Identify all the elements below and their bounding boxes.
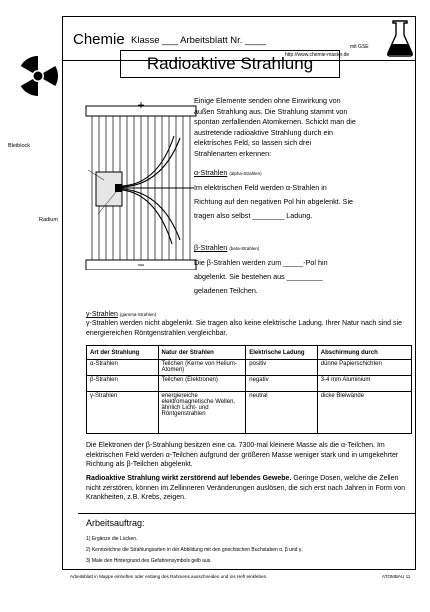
page-title: Radioaktive Strahlung [120, 50, 340, 78]
table-header-row [87, 346, 412, 360]
credit-text: mit GSE [350, 44, 369, 50]
bleiblock-label: Bleiblock [8, 143, 31, 149]
table-cell: dicke Bleiwände [317, 392, 411, 434]
table-row [87, 392, 412, 434]
flask-logo-icon [385, 19, 415, 59]
list-item: 1) Ergänze die Lücken. [86, 536, 138, 542]
radium-label: Radium [39, 217, 58, 223]
alpha-heading-text: α-Strahlen [194, 168, 228, 177]
table-cell: γ-Strahlen [87, 392, 159, 434]
beta-heading-text: β-Strahlen [194, 243, 228, 252]
gamma-note: (gamma-Strahlen) [119, 312, 157, 317]
table-cell: α-Strahlen [87, 360, 159, 376]
intro-paragraph: Einige Elemente senden ohne Einwirkung von außen Strahlung aus. Die Strahlung stammt von spontan zerfallenden Atomkernen. Schickt man die austretende radioaktive Strahlung durch ein elektrisches Feld, so lassen sich drei Strahlenarten erkennen: [194, 96, 356, 158]
alpha-paragraph: Im elektrischen Feld werden α-Strahlen in Richtung auf den negativen Pol hin abgelenkt. Sie tragen also selbst ________ Ladung. [194, 183, 354, 220]
section-divider [78, 513, 416, 514]
table-cell: negativ [246, 376, 318, 392]
column-header: Art der Strahlung [87, 346, 159, 360]
radioactivity-rest: Geringe Dosen, welche die Zellen nicht zerstören, können im Zellinneren Veränderungen auslösen, die sich erst nach Jahren in Form von Krankheiten, z.B. Krebs, zeigen. [86, 475, 406, 501]
table-cell: positiv [246, 360, 318, 376]
radioactivity-paragraph [86, 474, 412, 503]
electron-paragraph: Die Elektronen der β-Strahlung besitzen eine ca. 7300-mal kleinere Masse als die α-Teilchen. Im elektrischen Feld werden α-Teilchen aufgrund der größeren Masse weniger stark und in umgekehrter Richtung als β-Teilchen abgelenkt. [86, 442, 399, 468]
table-cell: 3-4 mm Aluminium [317, 376, 411, 392]
radioactivity-bold: Radioaktive Strahlung wirkt zerstörend auf lebendes Gewebe. [86, 475, 292, 482]
gamma-heading [86, 311, 156, 318]
table-cell: dünne Papierschichten [317, 360, 411, 376]
plus-pole-label: + [137, 100, 145, 112]
column-header: Natur der Strahlen [158, 346, 246, 360]
assignment-list [86, 534, 303, 567]
radiation-table [86, 345, 412, 434]
gamma-heading-text: γ-Strahlen [86, 311, 118, 318]
radiation-warning-icon [14, 52, 62, 100]
column-header: Abschirmung durch [317, 346, 411, 360]
klasse-line: Klasse ___ Arbeitsblatt Nr. ____ [131, 35, 267, 46]
alpha-heading [194, 168, 262, 180]
table-cell: Teilchen (Elektronen) [158, 376, 246, 392]
footer-page-label: ATOMBAU 11 [382, 574, 411, 579]
table-row [87, 360, 412, 376]
table-cell: Teilchen (Kerne von Helium-Atomen) [158, 360, 246, 376]
list-item: 3) Male den Hintergrund des Gefahrensymbols gelb aus. [86, 558, 212, 564]
beta-heading [194, 243, 259, 255]
alpha-note: (alpha-Strahlen) [229, 171, 262, 176]
table-row [87, 376, 412, 392]
beta-note: (beta-Strahlen) [229, 246, 260, 251]
radium-source [115, 184, 122, 192]
column-header: Elektrische Ladung [246, 346, 318, 360]
gamma-paragraph: γ-Strahlen werden nicht abgelenkt. Sie tragen also keine elektrische Ladung. Ihrer Natur nach sind sie energiereichen Röntgenstrahlen vergleichbar. [86, 320, 402, 337]
assignment-heading: Arbeitsauftrag: [86, 518, 145, 528]
table-cell: β-Strahlen [87, 376, 159, 392]
url-text: http://www.chemie-master.de [285, 52, 350, 58]
table-cell: neutral [246, 392, 318, 434]
minus-pole-label: − [137, 258, 145, 270]
list-item: 2) Kennzeichne die Strahlungsarten in der Abbildung mit den griechischen Buchstaben α, β und γ. [86, 547, 303, 553]
beta-paragraph: Die β-Strahlen werden zum _____-Pol hin abgelenkt. Sie bestehen aus _________ geladenen Teilchen. [194, 258, 328, 295]
deflection-diagram [28, 100, 200, 270]
footer-instructions: Arbeitsblatt in Mappe einheften oder entlang des Rahmens ausschneiden und ins Heft einkleben. [70, 574, 268, 579]
table-cell: energiereiche elektromagnetische Wellen, ähnlich Licht- und Röntgenstrahlen [158, 392, 246, 434]
subject-title: Chemie [73, 31, 125, 48]
